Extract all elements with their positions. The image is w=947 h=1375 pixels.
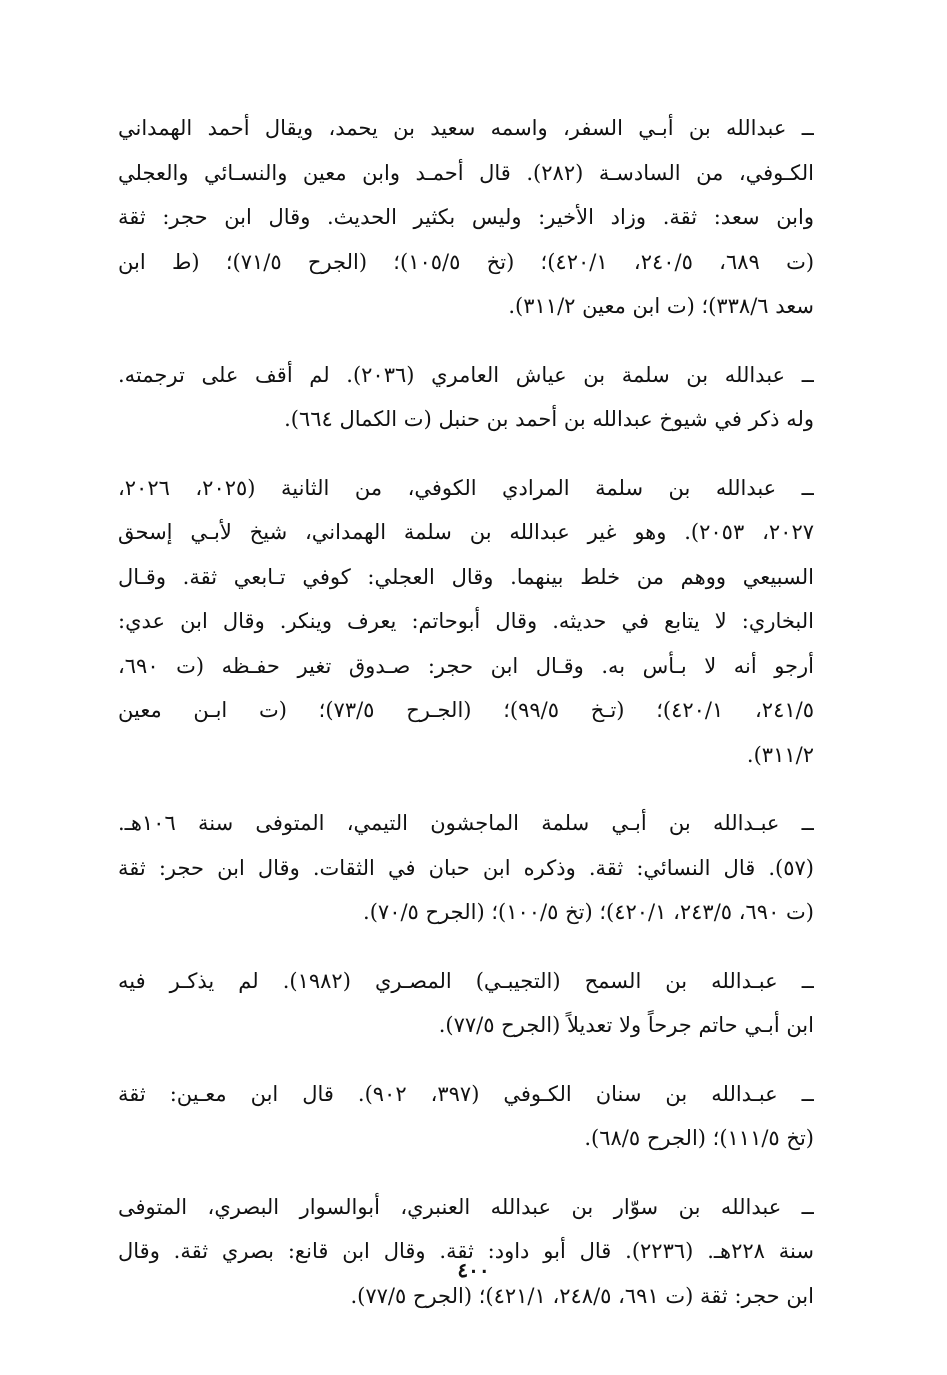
text-line: وله ذكر في شيوخ عبدالله بن أحمد بن حنبل (ت الكمال ٦٦٤).	[284, 407, 814, 431]
text-line: ــ عبدالله بن سوّار بن عبدالله العنبري، أبوالسوار البصري، المتوفى	[118, 1194, 814, 1219]
text-line: سعد ٣٣٨/٦)؛ (ت ابن معين ٣١١/٢).	[508, 294, 814, 318]
text-line: ــ عبدالله بن سلمة المرادي الكوفي، من الثانية (٢٠٢٥، ٢٠٢٦،	[118, 475, 814, 500]
text-line: (٥٧). قال النسائي: ثقة. وذكره ابن حبان في الثقات. وقال ابن حجر: ثقة	[118, 855, 814, 880]
text-line: ٢٠٢٧، ٢٠٥٣). وهو غير عبدالله بن سلمة الهمداني، شيخ لأبـي إسحق	[118, 520, 814, 544]
text-line: ٣١١/٢).	[746, 742, 814, 767]
text-line: (تخ ١١١/٥)؛ (الجرح ٦٨/٥).	[584, 1126, 814, 1150]
text-line: ــ عبـدالله بن السمح (التجيبـي) المصـري (١٩٨٢). لم يذكـر فيه	[118, 968, 814, 993]
text-line: (ت ٦٩٠، ٢٤٣/٥، ٤٢٠/١)؛ (تخ ١٠٠/٥)؛ (الجرح ٧٠/٥).	[363, 900, 814, 924]
text-line: سنة ٢٢٨هـ. (٢٢٣٦). قال أبو داود: ثقة. وقال ابن قانع: بصري ثقة. وقال	[118, 1239, 814, 1263]
entry-abdullah-ibn-sawwar	[118, 1185, 814, 1319]
text-line: السبيعي ووهم من خلط بينهما. وقال العجلي: كوفي تـابعي ثقة. وقـال	[118, 564, 814, 589]
text-line: ــ عبـدالله بن أبـي سلمة الماجشون التيمي، المتوفى سنة ١٠٦هـ.	[118, 811, 814, 835]
entry-abdullah-ibn-al-samh	[118, 959, 814, 1048]
text-line: ــ عبـدالله بن سنان الكـوفي (٣٩٧، ٩٠٢). قال ابن معـين: ثقة	[118, 1081, 814, 1106]
text-line: أرجو أنه لا بـأس به. وقـال ابن حجر: صـدوق تغير حفـظه (ت ٦٩٠،	[118, 653, 814, 678]
text-line: الكـوفي، من السادسـة (٢٨٢). قال أحمـد وابن معين والنسـائي والعجلي	[118, 160, 814, 185]
text-line: ابن أبـي حاتم جرحاً ولا تعديلاً (الجرح ٧٧/٥).	[438, 1013, 814, 1037]
page-number: ٤٠٠	[457, 1258, 490, 1282]
entry-abdullah-ibn-sinan	[118, 1072, 814, 1161]
entry-abdullah-ibn-salama-ibn-ayyash	[118, 353, 814, 442]
entry-abdullah-ibn-salama-al-muradi	[118, 466, 814, 778]
text-line: ٢٤١/٥، ٤٢٠/١)؛ (تـخ ٩٩/٥)؛ (الجـرح ٧٣/٥)؛ (ت ابـن معين	[118, 698, 814, 722]
entry-abdullah-ibn-abi-al-safar	[118, 106, 814, 329]
page-body	[118, 106, 814, 1342]
text-line: وابن سعد: ثقة. وزاد الأخير: وليس بكثير الحديث. وقال ابن حجر: ثقة	[118, 205, 814, 229]
text-line: ابن حجر: ثقة (ت ٦٩١، ٢٤٨/٥، ٤٢١/١)؛ (الجرح ٧٧/٥).	[350, 1283, 814, 1308]
entry-abdullah-ibn-abi-salama-al-majishun	[118, 801, 814, 935]
text-line: البخاري: لا يتابع في حديثه. وقال أبوحاتم: يعرف وينكر. وقال ابن عدي:	[118, 609, 814, 633]
text-line: ــ عبدالله بن سلمة بن عياش العامري (٢٠٣٦). لم أقف على ترجمته.	[118, 362, 814, 387]
text-line: (ت ٦٨٩، ٢٤٠/٥، ٤٢٠/١)؛ (تخ ١٠٥/٥)؛ (الجرح ٧١/٥)؛ (ط ابن	[118, 249, 814, 274]
text-line: ــ عبدالله بن أبـي السفر، واسمه سعيد بن يحمد، ويقال أحمد الهمداني	[118, 116, 814, 140]
